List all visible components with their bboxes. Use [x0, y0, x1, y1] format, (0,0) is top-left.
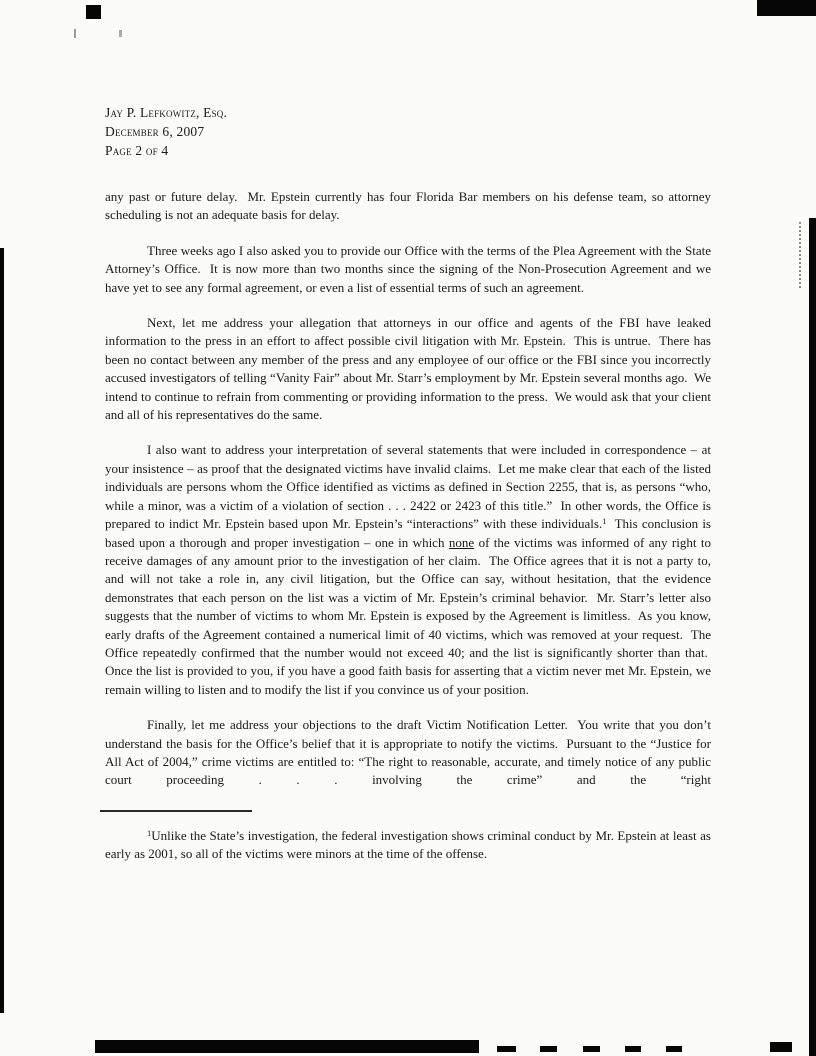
underlined-word-none: none [448, 534, 475, 550]
scan-artifact-speck [119, 30, 122, 37]
letter-body [105, 188, 711, 790]
recipient-name: Jay P. Lefkowitz, Esq. [105, 105, 228, 120]
paragraph-notification-letter: Finally, let me address your objections to the draft Victim Notification Letter. You write that you don’t understand the basis for the Office’s belief that it is appropriate to notify the victims. Pursuant to the “Justice for All Act of 2004,” crime victims are entitled to: “The right to reasonable, accurate, and timely notice of any public court proceeding . . . involving the crime” and the “right [105, 717, 711, 788]
paragraph-press-leak: Next, let me address your allegation that attorneys in our office and agents of the FBI have leaked information to the press in an effort to affect possible civil litigation with Mr. Epstein. This is untrue. There has been no contact between any member of the press and any employee of our office or the FBI since you incorrectly accused investigators of telling “Vanity Fair” about Mr. Starr’s employment by Mr. Epstein several months ago. We intend to continue to refrain from commenting or providing information to the press. We would ask that your client and all of his representatives do the same. [105, 315, 711, 423]
footnote-section [105, 810, 711, 864]
letter-date: December 6, 2007 [105, 124, 205, 139]
footnote-separator-rule [100, 810, 252, 812]
paragraph-delay: any past or future delay. Mr. Epstein currently has four Florida Bar members on his defense team, so attorney scheduling is not an adequate basis for delay. [105, 189, 711, 223]
scan-artifact-bottom-dash [497, 1046, 516, 1052]
scan-artifact-bottom-dash [583, 1046, 600, 1052]
scan-artifact-speck [74, 29, 76, 38]
scan-artifact-left-edge-strip [0, 248, 4, 1013]
page-number: Page 2 of 4 [105, 143, 169, 158]
scan-artifact-dotted-line [799, 222, 801, 288]
paragraph-victims [105, 441, 711, 699]
footnote-marker: 1 [147, 827, 152, 838]
paragraph-victims-segment-1: I also want to address your interpretation of several statements that were included in correspondence – at your insistence – as proof that the designated victims have invalid claims. Let me make clear that each of the listed individuals are persons whom the Office identified as victims as defined in Section 2255, that is, as persons “who, while a minor, was a victim of a violation of section . . . 2422 or 2423 of this title.” In other words, the Office is prepared to indict Mr. Epstein based upon Mr. Epstein’s “interactions” with these individuals. [105, 442, 711, 532]
footnote-body: Unlike the State’s investigation, the federal investigation shows criminal conduct by Mr. Epstein at least as early as 2001, so all of the victims were minors at the time of the offense. [105, 827, 711, 862]
scan-artifact-top-left-square [86, 5, 101, 19]
footnote-reference: 1 [602, 516, 607, 527]
scan-artifact-bottom-right-blob [770, 1042, 792, 1052]
paragraph-plea-agreement: Three weeks ago I also asked you to provide our Office with the terms of the Plea Agreement with the State Attorney’s Office. It is now more than two months since the signing of the Non-Prosecution Agreement and we have yet to see any formal agreement, or even a list of essential terms of such an agreement. [105, 242, 711, 295]
scan-artifact-top-right-bar [757, 0, 816, 16]
scan-artifact-bottom-dash [666, 1046, 682, 1052]
letter-content [105, 103, 711, 864]
paragraph-victims-segment-3: of the victims was informed of any right to receive damages of any amount prior to the investigation of her claim. The Office agrees that it is not a party to, and will not take a role in, any civil litigation, but the Office can say, without hesitation, that the evidence demonstrates that each person on the list was a victim of Mr. Epstein’s criminal behavior. Mr. Starr’s letter also suggests that the number of victims to whom Mr. Epstein is exposed by the Agreement is limitless. As you know, early drafts of the Agreement contained a numerical limit of 40 victims, which was removed at your request. The Office repeatedly confirmed that the number would not exceed 40; and the list is significantly shorter than that. Once the list is provided to you, if you have a good faith basis for asserting that a victim never met Mr. Epstein, we remain willing to listen and to modify the list if you convince us of your position. [105, 534, 711, 697]
paragraph-victims-segment-2: This conclusion is based upon a thorough and proper investigation – one in which [105, 516, 711, 550]
scan-artifact-bottom-bar [95, 1040, 479, 1053]
scan-artifact-bottom-dash [625, 1046, 641, 1052]
footnote-block [105, 827, 711, 864]
letter-header [105, 103, 711, 160]
scan-artifact-bottom-dash [540, 1046, 557, 1052]
scan-artifact-right-edge-strip [809, 218, 816, 1056]
footnote-text [105, 827, 711, 864]
